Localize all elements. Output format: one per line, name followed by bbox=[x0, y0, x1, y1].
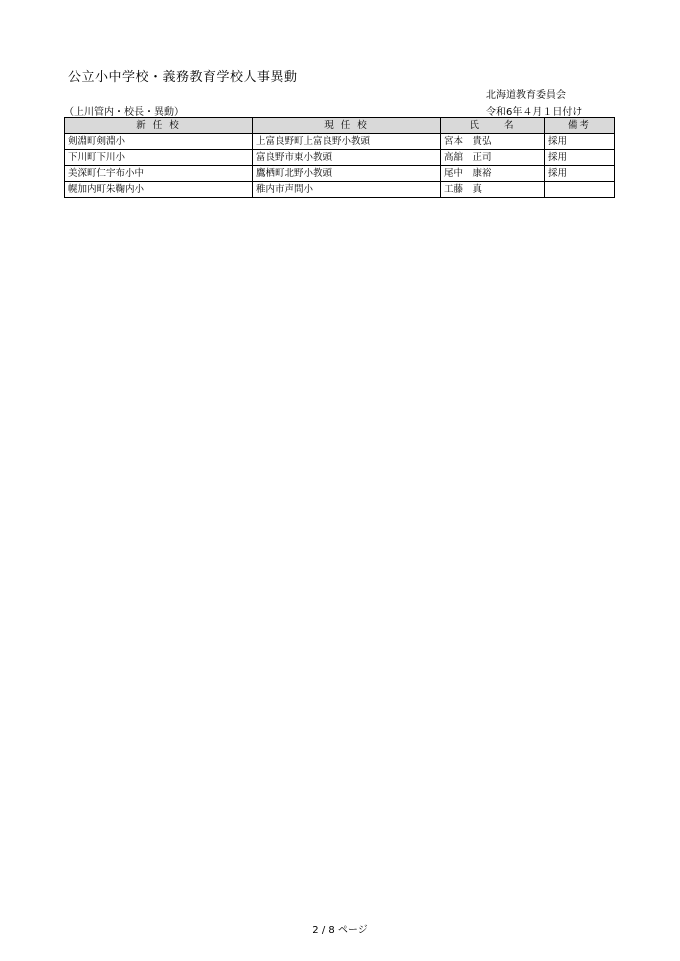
name-cell: 高舘 正司 bbox=[441, 150, 545, 166]
name-cell: 宮本 貴弘 bbox=[441, 134, 545, 150]
page-number: 2 / 8 ページ bbox=[312, 925, 368, 936]
table-row bbox=[65, 150, 615, 166]
note-cell bbox=[545, 182, 615, 198]
header-note: 備考 bbox=[545, 118, 615, 134]
effective-date: 令和6年４月１日付け bbox=[486, 107, 583, 118]
section-subtitle: （上川管内・校長・異動） bbox=[64, 107, 184, 118]
new-school-cell: 美深町仁宇布小中 bbox=[65, 166, 253, 182]
name-cell: 工藤 真 bbox=[441, 182, 545, 198]
table-row bbox=[65, 134, 615, 150]
current-school-cell: 鷹栖町北野小教頭 bbox=[253, 166, 441, 182]
table-row bbox=[65, 166, 615, 182]
new-school-cell: 剣淵町剣淵小 bbox=[65, 134, 253, 150]
current-school-cell: 稚内市声問小 bbox=[253, 182, 441, 198]
note-cell: 採用 bbox=[545, 166, 615, 182]
header-name: 氏 名 bbox=[441, 118, 545, 134]
name-cell: 尾中 康裕 bbox=[441, 166, 545, 182]
personnel-table bbox=[64, 117, 615, 198]
table-header-row bbox=[65, 118, 615, 134]
note-cell: 採用 bbox=[545, 134, 615, 150]
current-school-cell: 富良野市東小教頭 bbox=[253, 150, 441, 166]
new-school-cell: 下川町下川小 bbox=[65, 150, 253, 166]
current-school-cell: 上富良野町上富良野小教頭 bbox=[253, 134, 441, 150]
issuer-name: 北海道教育委員会 bbox=[486, 90, 566, 101]
new-school-cell: 幌加内町朱鞠内小 bbox=[65, 182, 253, 198]
header-current-school: 現 任 校 bbox=[253, 118, 441, 134]
note-cell: 採用 bbox=[545, 150, 615, 166]
document-title: 公立小中学校・義務教育学校人事異動 bbox=[68, 70, 298, 85]
header-new-school: 新 任 校 bbox=[65, 118, 253, 134]
table-row bbox=[65, 182, 615, 198]
